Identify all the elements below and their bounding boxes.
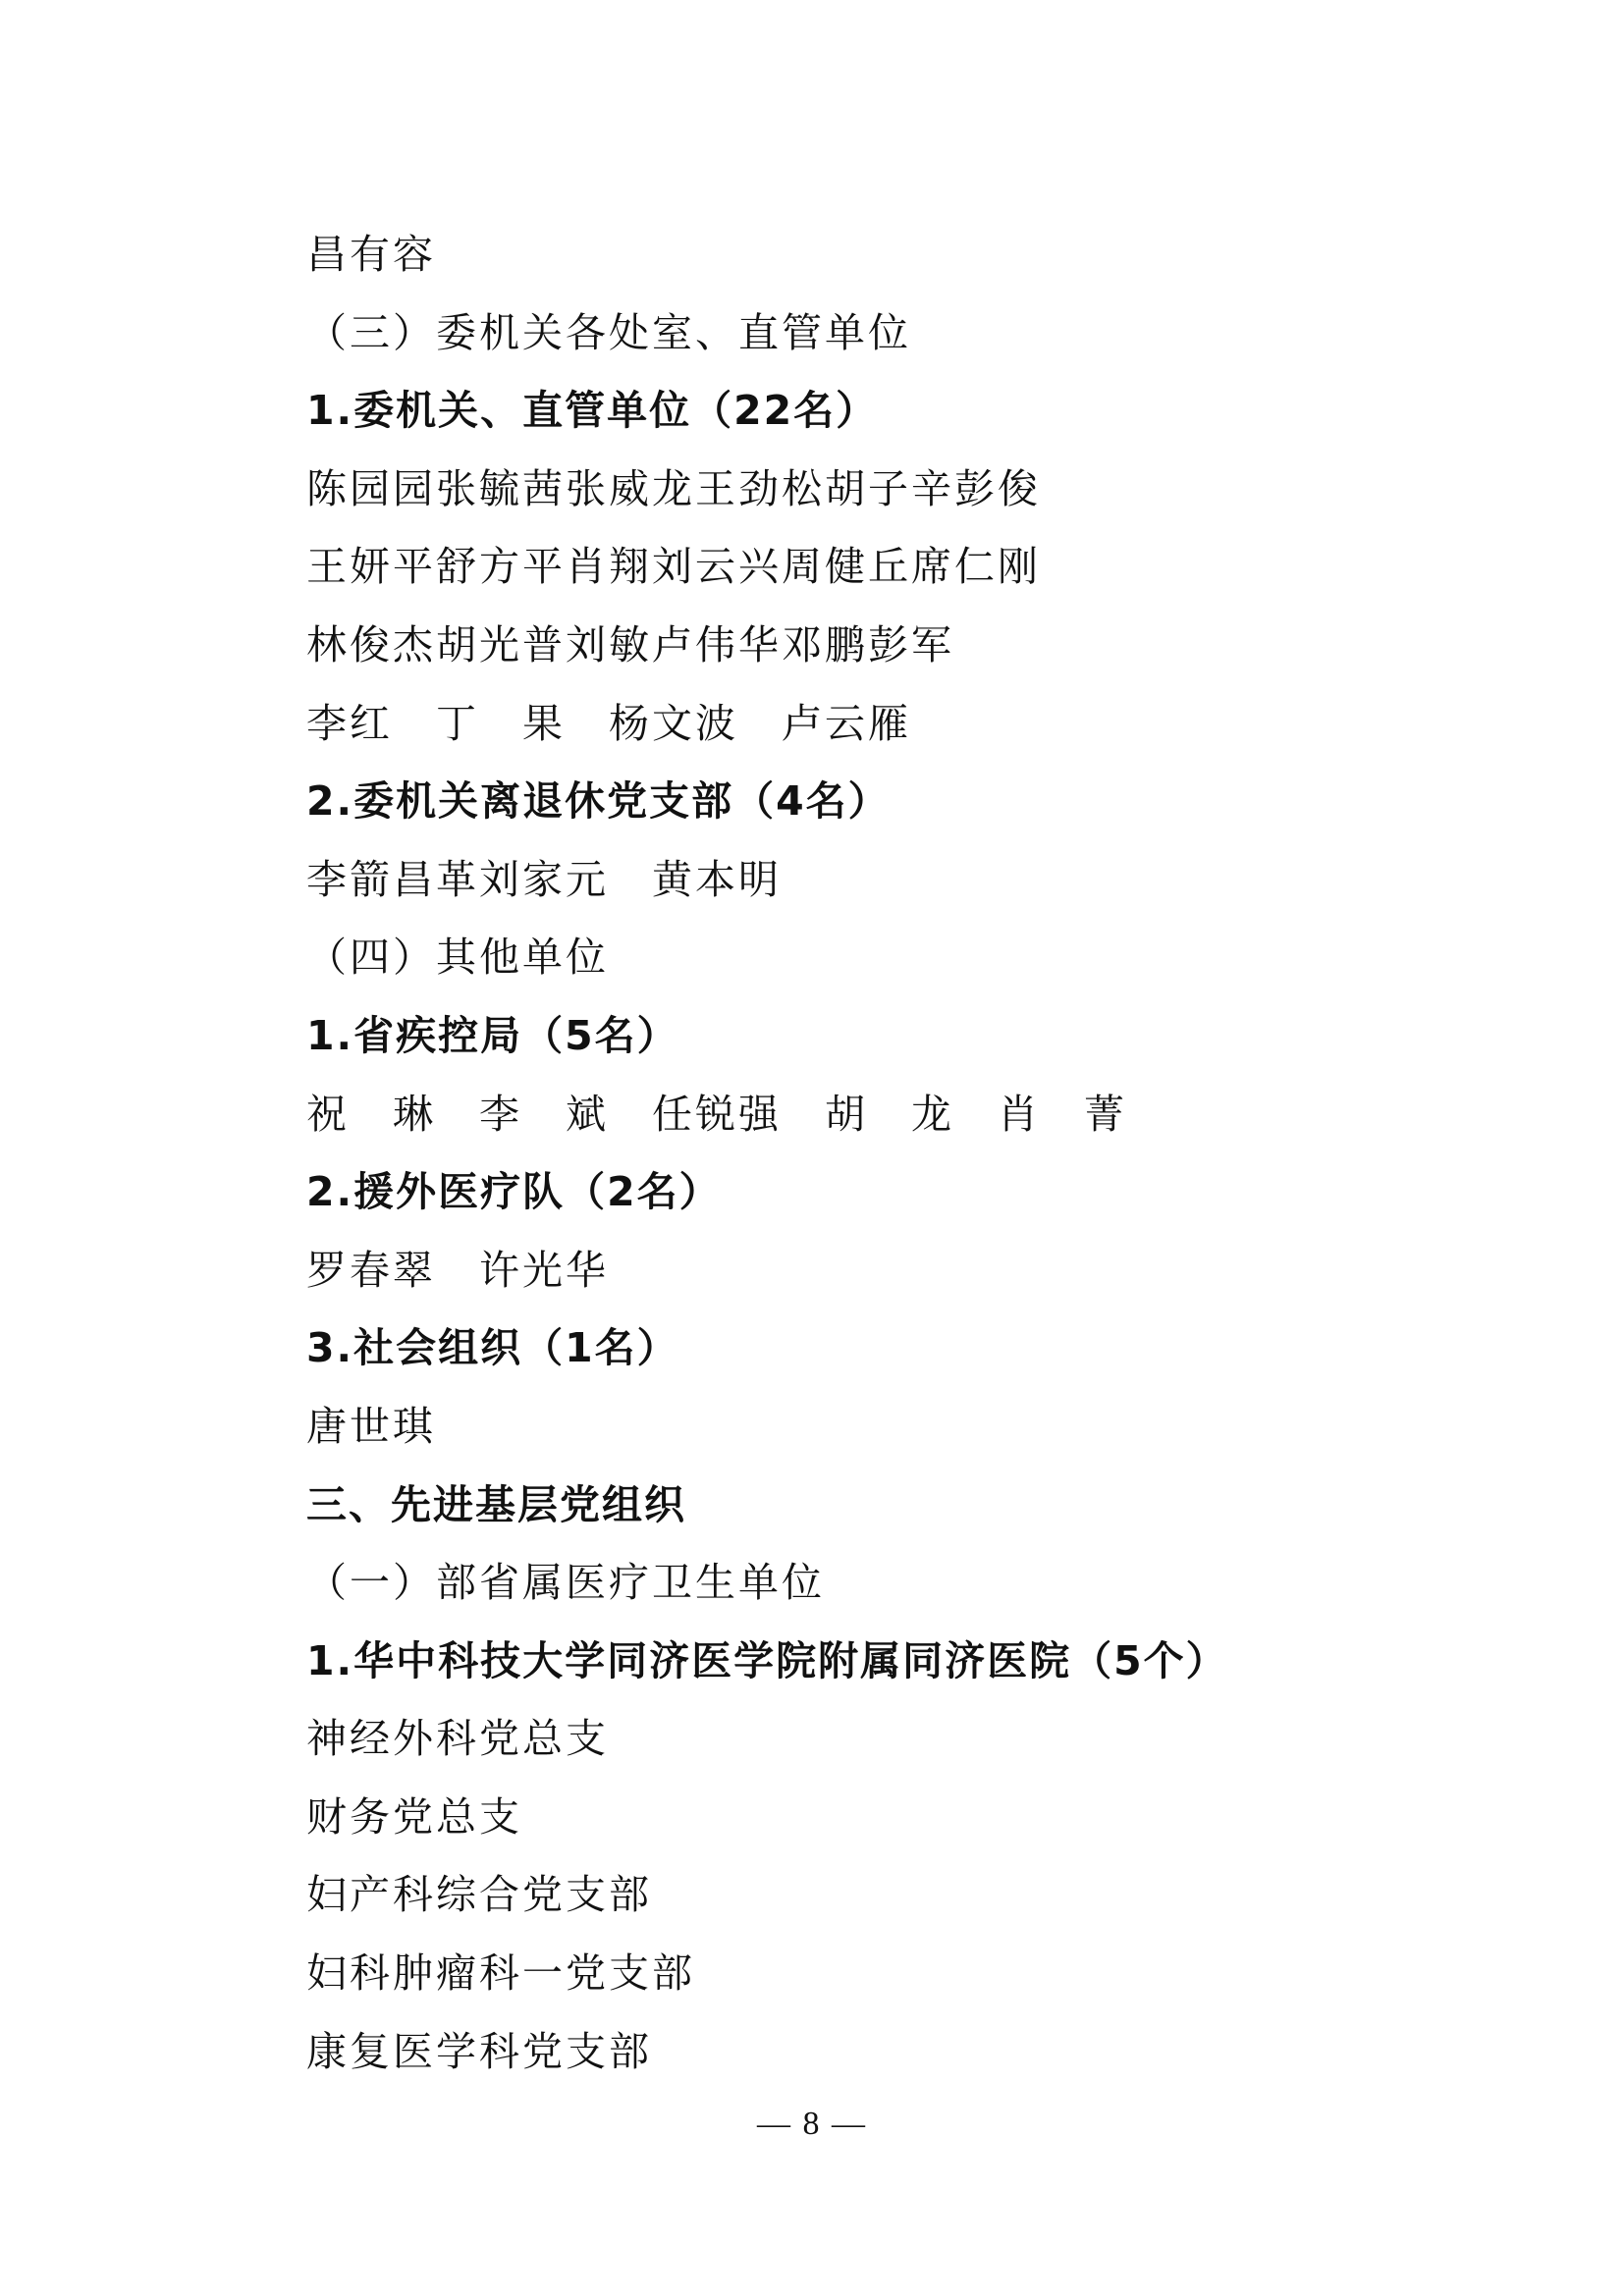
section-heading: 三、先进基层党组织 (306, 1480, 686, 1528)
text-line: 妇科肿瘤科一党支部 (306, 1949, 695, 1998)
text-line: 王妍平舒方平肖翔刘云兴周健丘席仁刚 (306, 543, 1041, 591)
text-line: 罗春翠 许光华 (306, 1246, 609, 1294)
text-line: 昌有容 (306, 231, 436, 278)
text-line: 祝 琳 李 斌 任锐强 胡 龙 肖 菁 (306, 1090, 1127, 1138)
text-line: 妇产科综合党支部 (306, 1871, 652, 1919)
text-line: （四）其他单位 (306, 934, 609, 982)
section-heading: 3.社会组织（1名） (306, 1324, 679, 1372)
text-line: 唐世琪 (306, 1402, 436, 1450)
text-line: 财务党总支 (306, 1792, 522, 1841)
text-line: 李红 丁 果 杨文波 卢云雁 (306, 699, 911, 747)
text-line: 康复医学科党支部 (306, 2027, 652, 2075)
section-heading: 2.援外医疗队（2名） (306, 1168, 722, 1216)
section-heading: 1.省疾控局（5名） (306, 1011, 679, 1059)
text-line: 陈园园张毓茜张威龙王劲松胡子辛彭俊 (306, 464, 1041, 512)
text-line: 李箭昌革刘家元 黄本明 (306, 855, 782, 903)
text-line: （三）委机关各处室、直管单位 (306, 308, 911, 356)
text-line: 林俊杰胡光普刘敏卢伟华邓鹏彭军 (306, 620, 954, 668)
text-line: （一）部省属医疗卫生单位 (306, 1559, 825, 1607)
page-number: — 8 — (757, 2106, 867, 2142)
section-heading: 2.委机关离退休党支部（4名） (306, 777, 891, 826)
section-heading: 1.委机关、直管单位（22名） (306, 387, 879, 435)
section-heading: 1.华中科技大学同济医学院附属同济医院（5个） (306, 1636, 1228, 1684)
text-line: 神经外科党总支 (306, 1715, 609, 1763)
document-body (306, 216, 1386, 2091)
